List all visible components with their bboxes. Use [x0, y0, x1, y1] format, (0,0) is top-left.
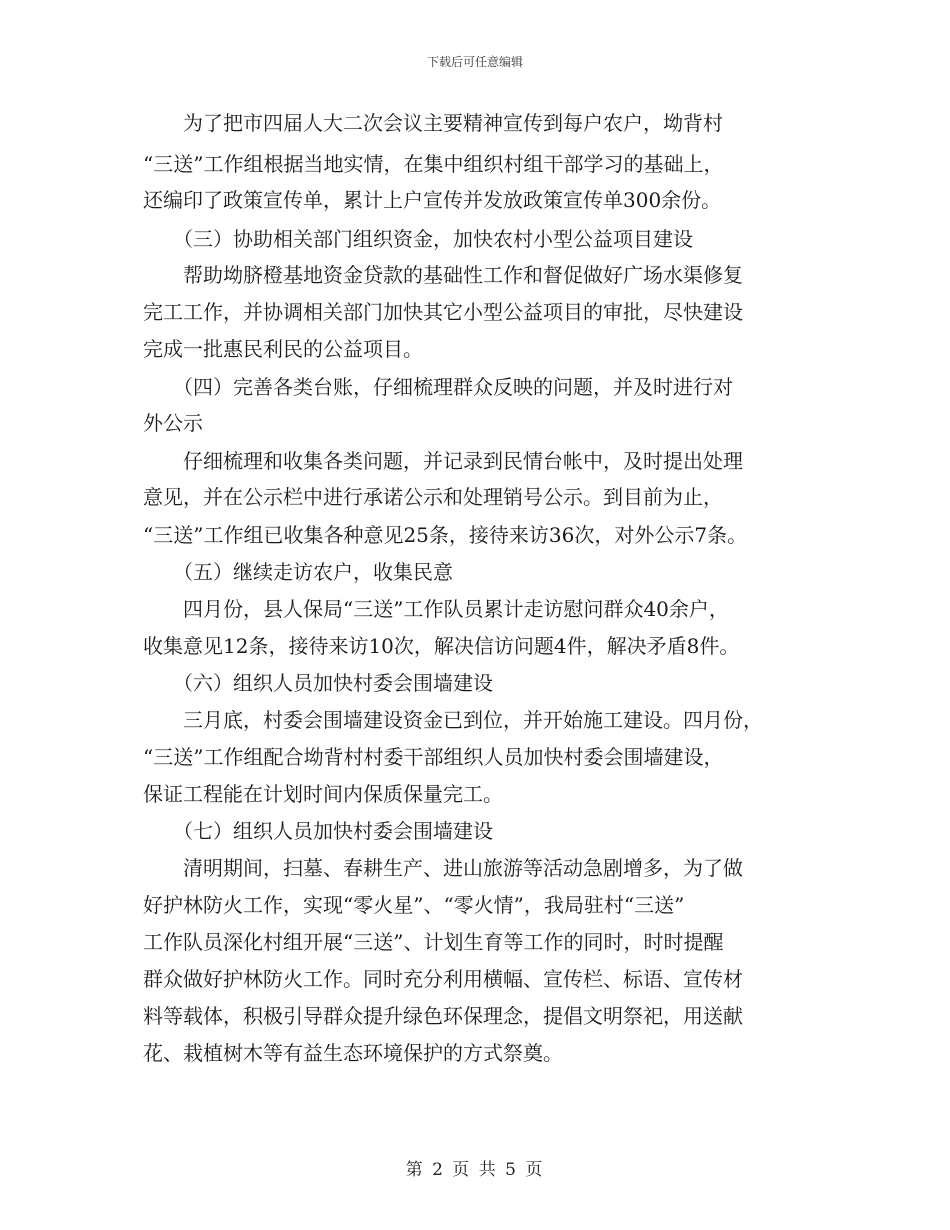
text-line: “三送”工作组已收集各种意见25条，接待来访36次，对外公示7条。 [143, 523, 748, 547]
text-line: 完工工作，并协调相关部门加快其它小型公益项目的审批，尽快建设 [143, 300, 743, 324]
text-line: 帮助坳脐橙基地资金贷款的基础性工作和督促做好广场水渠修复 [143, 263, 743, 287]
header-note: 下载后可任意编辑 [426, 55, 523, 69]
section-heading: （三）协助相关部门组织资金，加快农村小型公益项目建设 [143, 227, 693, 251]
text-line: 清明期间，扫墓、春耕生产、进山旅游等活动急剧增多，为了做 [143, 856, 743, 880]
text-line: 仔细梳理和收集各类问题，并记录到民情台帐中，及时提出处理 [143, 449, 743, 473]
text-line: 三月底，村委会围墙建设资金已到位，并开始施工建设。四月份， [143, 708, 763, 732]
text-line: 为了把市四届人大二次会议主要精神宣传到每户农户，坳背村 [143, 111, 723, 135]
text-line: 完成一批惠民利民的公益项目。 [143, 337, 423, 361]
section-heading-cont: 外公示 [143, 411, 203, 435]
text-line: 意见，并在公示栏中进行承诺公示和处理销号公示。到目前为止， [143, 485, 723, 509]
text-line: “三送”工作组配合坳背村村委干部组织人员加快村委会围墙建设， [143, 745, 724, 769]
text-line: 料等载体，积极引导群众提升绿色环保理念，提倡文明祭祀，用送献 [143, 1004, 743, 1028]
text-line: 群众做好护林防火工作。同时充分利用横幅、宣传栏、标语、宣传材 [143, 967, 743, 991]
text-line: 好护林防火工作，实现“零火星”、“零火情”，我局驻村“三送” [143, 893, 685, 917]
page-number: 第 2 页 共 5 页 [405, 1160, 545, 1180]
section-heading: （四）完善各类台账，仔细梳理群众反映的问题，并及时进行对 [143, 375, 733, 399]
text-line: 四月份，县人保局“三送”工作队员累计走访慰问群众40余户， [143, 597, 729, 621]
section-heading: （五）继续走访农户，收集民意 [143, 560, 453, 584]
section-heading: （六）组织人员加快村委会围墙建设 [143, 671, 493, 695]
section-heading: （七）组织人员加快村委会围墙建设 [143, 819, 493, 843]
text-line: 保证工程能在计划时间内保质保量完工。 [143, 782, 503, 806]
text-line: 花、栽植树木等有益生态环境保护的方式祭奠。 [143, 1041, 563, 1065]
text-line: 工作队员深化村组开展“三送”、计划生育等工作的同时，时时提醒 [143, 930, 724, 954]
text-line: “三送”工作组根据当地实情，在集中组织村组干部学习的基础上， [143, 152, 724, 176]
text-line: 收集意见12条，接待来访10次，解决信访问题4件，解决矛盾8件。 [143, 634, 740, 658]
text-line: 还编印了政策宣传单，累计上户宣传并发放政策宣传单300余份。 [143, 188, 722, 212]
